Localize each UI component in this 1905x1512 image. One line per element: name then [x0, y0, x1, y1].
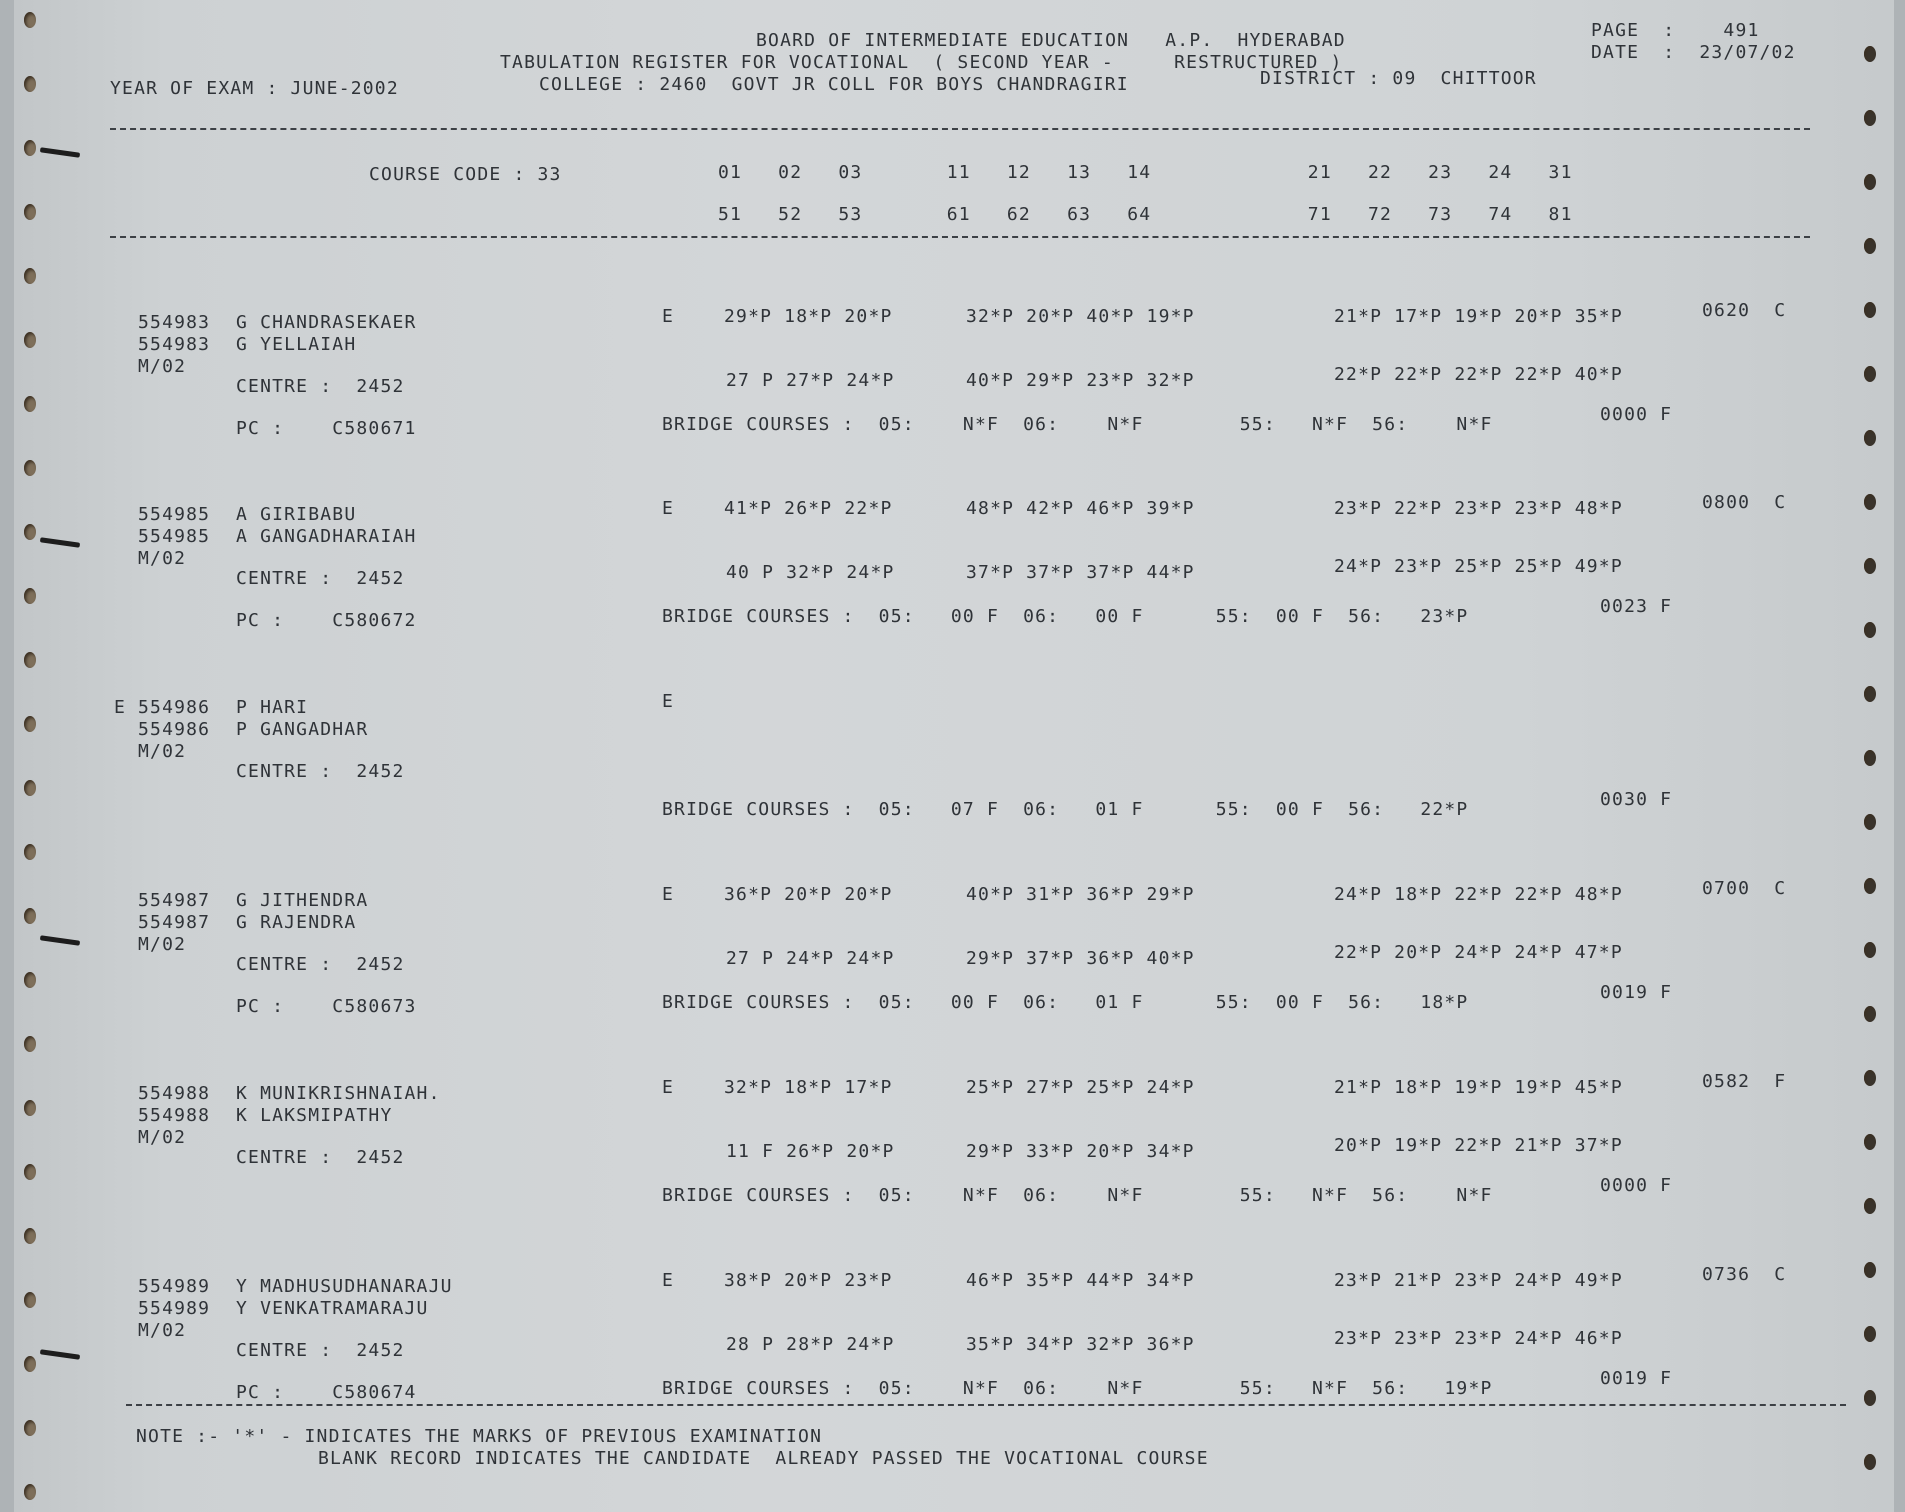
- centre-code: CENTRE : 2452: [236, 761, 405, 782]
- part1-total: 0800 C: [1702, 492, 1787, 513]
- candidate-record: [14, 691, 1894, 887]
- hall-ticket-number: 554983: [138, 312, 211, 333]
- exam-month: M/02: [138, 934, 187, 955]
- part1-total: 0620 C: [1702, 300, 1787, 321]
- marks-group-4: 27 P 24*P 24*P: [726, 948, 895, 969]
- bridge-courses: BRIDGE COURSES : 05: N*F 06: N*F 55: N*F 56: N*F: [662, 1185, 1493, 1206]
- marks-group-5: 37*P 37*P 37*P 44*P: [966, 562, 1195, 583]
- pc-number: PC : C580674: [236, 1382, 417, 1403]
- marks-group-6: 23*P 23*P 23*P 24*P 46*P: [1334, 1328, 1623, 1349]
- candidate-record: [14, 492, 1894, 694]
- note-line-2: BLANK RECORD INDICATES THE CANDIDATE ALREADY PASSED THE VOCATIONAL COURSE: [318, 1448, 1209, 1469]
- binding-hole: [1864, 110, 1876, 126]
- pc-number: PC : C580671: [236, 418, 417, 439]
- marks-group-2: 32*P 20*P 40*P 19*P: [966, 306, 1195, 327]
- exam-month: M/02: [138, 1127, 187, 1148]
- register-title: TABULATION REGISTER FOR VOCATIONAL ( SECOND YEAR - RESTRUCTURED ): [500, 52, 1343, 73]
- exam-month: M/02: [138, 356, 187, 377]
- father-name: P GANGADHAR: [236, 719, 369, 740]
- subject-codes-row-1: 01 02 03 11 12 13 14 21 22 23 24 31: [718, 162, 1573, 183]
- bridge-courses: BRIDGE COURSES : 05: 00 F 06: 00 F 55: 00 F 56: 23*P: [662, 606, 1469, 627]
- part1-total: 0700 C: [1702, 878, 1787, 899]
- course-divider: [110, 236, 1810, 238]
- hall-ticket-number: 554989: [138, 1276, 211, 1297]
- hall-ticket-number-repeat: 554983: [138, 334, 211, 355]
- marks-group-6: 22*P 20*P 24*P 24*P 47*P: [1334, 942, 1623, 963]
- result-flag: E: [662, 884, 675, 905]
- page-number: PAGE : 491: [1591, 20, 1760, 41]
- father-name: K LAKSMIPATHY: [236, 1105, 393, 1126]
- bridge-total: 0000 F: [1600, 404, 1673, 425]
- footer-divider: [126, 1404, 1846, 1406]
- marks-group-1: 29*P 18*P 20*P: [724, 306, 893, 327]
- binding-hole: [24, 12, 36, 28]
- marks-group-1: 41*P 26*P 22*P: [724, 498, 893, 519]
- binding-hole: [24, 76, 36, 92]
- district-line: DISTRICT : 09 CHITTOOR: [1260, 68, 1537, 89]
- candidate-name: G CHANDRASEKAER: [236, 312, 417, 333]
- hall-ticket-number: 554988: [138, 1083, 211, 1104]
- centre-code: CENTRE : 2452: [236, 1340, 405, 1361]
- marks-group-5: 40*P 29*P 23*P 32*P: [966, 370, 1195, 391]
- marks-group-1: 36*P 20*P 20*P: [724, 884, 893, 905]
- marks-group-3: 23*P 22*P 23*P 23*P 48*P: [1334, 498, 1623, 519]
- candidate-name: G JITHENDRA: [236, 890, 369, 911]
- marks-group-3: 23*P 21*P 23*P 24*P 49*P: [1334, 1270, 1623, 1291]
- binding-hole: [1864, 174, 1876, 190]
- bridge-courses: BRIDGE COURSES : 05: 00 F 06: 01 F 55: 00 F 56: 18*P: [662, 992, 1469, 1013]
- hall-ticket-number-repeat: 554986: [138, 719, 211, 740]
- candidate-record: [14, 878, 1894, 1080]
- subject-codes-row-2: 51 52 53 61 62 63 64 71 72 73 74 81: [718, 204, 1573, 225]
- exam-month: M/02: [138, 741, 187, 762]
- marks-group-3: 21*P 17*P 19*P 20*P 35*P: [1334, 306, 1623, 327]
- bridge-total: 0000 F: [1600, 1175, 1673, 1196]
- marks-group-2: 25*P 27*P 25*P 24*P: [966, 1077, 1195, 1098]
- marks-group-5: 29*P 37*P 36*P 40*P: [966, 948, 1195, 969]
- hall-ticket-number: 554986: [138, 697, 211, 718]
- marks-group-5: 29*P 33*P 20*P 34*P: [966, 1141, 1195, 1162]
- hall-ticket-number: 554987: [138, 890, 211, 911]
- marks-group-4: 27 P 27*P 24*P: [726, 370, 895, 391]
- part1-total: 0582 F: [1702, 1071, 1787, 1092]
- centre-code: CENTRE : 2452: [236, 568, 405, 589]
- candidate-name: P HARI: [236, 697, 309, 718]
- centre-code: CENTRE : 2452: [236, 1147, 405, 1168]
- binding-hole: [24, 204, 36, 220]
- hall-ticket-number-repeat: 554989: [138, 1298, 211, 1319]
- marks-group-2: 46*P 35*P 44*P 34*P: [966, 1270, 1195, 1291]
- candidate-name: A GIRIBABU: [236, 504, 357, 525]
- header-divider: [110, 128, 1810, 130]
- marks-group-3: 21*P 18*P 19*P 19*P 45*P: [1334, 1077, 1623, 1098]
- candidate-name: K MUNIKRISHNAIAH.: [236, 1083, 441, 1104]
- binding-hole: [24, 1484, 36, 1500]
- binding-hole: [1864, 238, 1876, 254]
- marks-group-4: 40 P 32*P 24*P: [726, 562, 895, 583]
- bridge-total: 0019 F: [1600, 982, 1673, 1003]
- candidate-record: [14, 1071, 1894, 1273]
- part1-total: 0736 C: [1702, 1264, 1787, 1285]
- bridge-courses: BRIDGE COURSES : 05: N*F 06: N*F 55: N*F 56: 19*P: [662, 1378, 1493, 1399]
- father-name: A GANGADHARAIAH: [236, 526, 417, 547]
- centre-code: CENTRE : 2452: [236, 954, 405, 975]
- marks-group-5: 35*P 34*P 32*P 36*P: [966, 1334, 1195, 1355]
- hall-ticket-number-repeat: 554987: [138, 912, 211, 933]
- result-flag: E: [662, 498, 675, 519]
- hall-ticket-number-repeat: 554985: [138, 526, 211, 547]
- course-code: COURSE CODE : 33: [369, 164, 562, 185]
- exam-flag: E: [114, 697, 127, 718]
- bridge-total: 0030 F: [1600, 789, 1673, 810]
- marks-group-1: 38*P 20*P 23*P: [724, 1270, 893, 1291]
- hall-ticket-number: 554985: [138, 504, 211, 525]
- candidate-record: [14, 300, 1894, 502]
- exam-month: M/02: [138, 548, 187, 569]
- note-line-1: NOTE :- '*' - INDICATES THE MARKS OF PREVIOUS EXAMINATION: [136, 1426, 823, 1447]
- marks-group-6: 22*P 22*P 22*P 22*P 40*P: [1334, 364, 1623, 385]
- exam-month: M/02: [138, 1320, 187, 1341]
- pc-number: PC : C580672: [236, 610, 417, 631]
- marks-group-4: 28 P 28*P 24*P: [726, 1334, 895, 1355]
- marks-group-4: 11 F 26*P 20*P: [726, 1141, 895, 1162]
- marks-group-2: 48*P 42*P 46*P 39*P: [966, 498, 1195, 519]
- result-flag: E: [662, 1077, 675, 1098]
- binding-hole: [24, 268, 36, 284]
- tabulation-register-sheet: [14, 0, 1894, 1512]
- result-flag: E: [662, 306, 675, 327]
- print-date: DATE : 23/07/02: [1591, 42, 1796, 63]
- marks-group-2: 40*P 31*P 36*P 29*P: [966, 884, 1195, 905]
- centre-code: CENTRE : 2452: [236, 376, 405, 397]
- board-title: BOARD OF INTERMEDIATE EDUCATION A.P. HYDERABAD: [756, 30, 1346, 51]
- year-of-exam: YEAR OF EXAM : JUNE-2002: [110, 78, 399, 99]
- result-flag: E: [662, 1270, 675, 1291]
- marks-group-6: 24*P 23*P 25*P 25*P 49*P: [1334, 556, 1623, 577]
- bridge-courses: BRIDGE COURSES : 05: N*F 06: N*F 55: N*F 56: N*F: [662, 414, 1493, 435]
- binder-clip-mark: [40, 147, 80, 158]
- pc-number: PC : C580673: [236, 996, 417, 1017]
- hall-ticket-number-repeat: 554988: [138, 1105, 211, 1126]
- binding-hole: [24, 140, 36, 156]
- father-name: Y VENKATRAMARAJU: [236, 1298, 429, 1319]
- marks-group-6: 20*P 19*P 22*P 21*P 37*P: [1334, 1135, 1623, 1156]
- father-name: G YELLAIAH: [236, 334, 357, 355]
- binding-hole: [1864, 46, 1876, 62]
- bridge-courses: BRIDGE COURSES : 05: 07 F 06: 01 F 55: 00 F 56: 22*P: [662, 799, 1469, 820]
- result-flag: E: [662, 691, 675, 712]
- marks-group-1: 32*P 18*P 17*P: [724, 1077, 893, 1098]
- father-name: G RAJENDRA: [236, 912, 357, 933]
- college-line: COLLEGE : 2460 GOVT JR COLL FOR BOYS CHANDRAGIRI: [539, 74, 1129, 95]
- candidate-name: Y MADHUSUDHANARAJU: [236, 1276, 453, 1297]
- bridge-total: 0023 F: [1600, 596, 1673, 617]
- bridge-total: 0019 F: [1600, 1368, 1673, 1389]
- marks-group-3: 24*P 18*P 22*P 22*P 48*P: [1334, 884, 1623, 905]
